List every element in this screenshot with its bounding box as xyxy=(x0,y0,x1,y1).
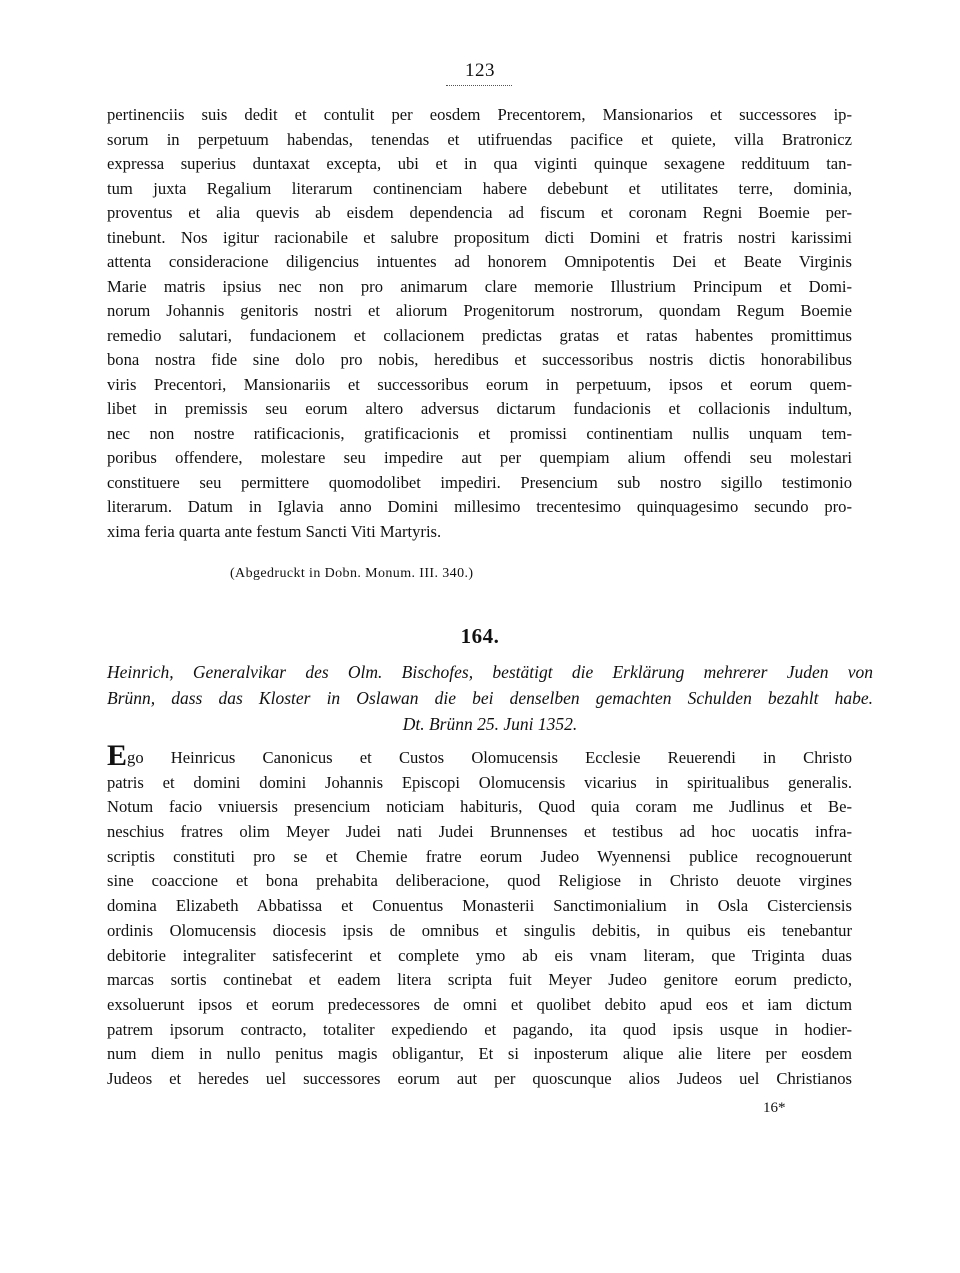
text-line: Marie matris ipsius nec non pro animarum clare memorie Illustrium Principum et Domi- xyxy=(107,276,852,296)
signature-mark: 16* xyxy=(763,1100,786,1116)
text-line: patrem ipsorum contracto, totaliter expediendo et pagando, ita quod ipsis usque in hodier- xyxy=(107,1019,852,1039)
text-line: nec non nostre ratificacionis, gratificacionis et promissi continentiam nullis unquam tem- xyxy=(107,423,852,443)
text-line: num diem in nullo penitus magis obligantur, Et si inposterum alique alie litere per eosdem xyxy=(107,1044,852,1064)
text-line: bona nostra fide sine dolo pro nobis, heredibus et successoribus nostris dictis honorabilibus xyxy=(107,350,852,369)
document-body xyxy=(107,739,852,1092)
text-line-last: xima feria quarta ante festum Sancti Viti Martyris. xyxy=(107,521,442,541)
text-line: norum Johannis genitoris nostri et aliorum Progenitorum nostrorum, quondam Regum Boemie xyxy=(107,301,852,320)
first-line-text: go Heinricus Canonicus et Custos Olomucensis Ecclesie Reuerendi in Christo xyxy=(127,748,852,767)
text-line: marcas sortis continebat et eadem litera scripta fuit Meyer Judeo genitore eorum predicto, xyxy=(107,970,852,990)
text-line: Notum facio vniuersis presencium noticiam habituris, Quod quia coram me Judlinus et Be- xyxy=(107,797,852,817)
text-line: scriptis constituti pro se et Chemie fratre eorum Judeo Wyennensi publice recognouerunt xyxy=(107,846,852,866)
text-line: neschius fratres olim Meyer Judei nati Judei Brunnenses et testibus ad hoc uocatis infra- xyxy=(107,822,852,842)
text-line: exsoluerunt ipsos et eorum predecessores de omni et quolibet debito apud eos et iam dictum xyxy=(107,994,852,1014)
text-line: poribus offendere, molestare seu impedire aut per quempiam alium offendi seu molestari xyxy=(107,448,852,467)
text-line: constituere seu permittere quomodolibet impediri. Presencium sub nostro sigillo testimonio xyxy=(107,472,852,492)
text-line: literarum. Datum in Iglavia anno Domini millesimo trecentesimo quinquagesimo secundo pro- xyxy=(107,497,852,516)
text-line: Judeos et heredes uel successores eorum aut per quoscunque alios Judeos uel Christianos xyxy=(107,1068,852,1088)
source-note: (Abgedruckt in Dobn. Monum. III. 340.) xyxy=(230,566,474,581)
continued-charter-text xyxy=(107,103,852,544)
page-number-rule xyxy=(446,85,512,86)
summary-date-line: Dt. Brünn 25. Juni 1352. xyxy=(402,714,578,734)
first-body-line xyxy=(107,739,852,772)
text-line: tum juxta Regalium literarum continenciam habere debebunt et utilitates terre, dominia, xyxy=(107,178,852,198)
text-line: debitorie integraliter satisfecerint et complete ymo ab eis vnam literam, que Triginta duas xyxy=(107,945,852,965)
text-line: attenta consideracione diligencius intuentes ad honorem Omnipotentis Dei et Beate Virginis xyxy=(107,252,852,271)
summary-line: Heinrich, Generalvikar des Olm. Bischofes, bestätigt die Erklärung mehrerer Juden von xyxy=(107,662,873,682)
text-line: domina Elizabeth Abbatissa et Conuentus Monasterii Sanctimonialium in Osla Cisterciensis xyxy=(107,896,852,916)
text-line: remedio salutari, fundacionem et collacionem predictas gratas et ratas habentes promittimus xyxy=(107,325,852,345)
document-number: 164. xyxy=(460,624,500,648)
text-line: libet in premissis seu eorum altero adversus dictarum fundacionis et collacionis indultum, xyxy=(107,399,852,418)
text-line: patris et domini domini Johannis Episcopi Olomucensis vicarius in spiritualibus generalis. xyxy=(107,772,852,792)
text-line: expressa superius duntaxat excepta, ubi et in qua viginti quinque sexagene reddituum tan- xyxy=(107,154,852,173)
text-line: sorum in perpetuum habendas, tenendas et utifruendas pacifice et quiete, villa Bratronicz xyxy=(107,129,852,149)
text-line: proventus et alia quevis ab eisdem dependencia ad fiscum et coronam Regni Boemie per- xyxy=(107,203,852,222)
text-line: pertinenciis suis dedit et contulit per eosdem Precentorem, Mansionarios et successores ip- xyxy=(107,105,852,124)
document-summary xyxy=(107,659,873,737)
text-line: sine coaccione et bona prehabita deliberacione, quod Religiose in Christo deuote virgines xyxy=(107,871,852,891)
initial-letter: E xyxy=(107,739,128,772)
text-line: ordinis Olomucensis diocesis ipsis de omnibus et singulis debitis, in quibus eis tenebantur xyxy=(107,920,852,940)
summary-line: Brünn, dass das Kloster in Oslawan die bei denselben gemachten Schulden bezahlt habe. xyxy=(107,688,873,708)
text-line: viris Precentori, Mansionariis et successoribus eorum in perpetuum, ipsos et eorum quem- xyxy=(107,374,852,394)
page-number: 123 xyxy=(465,60,495,81)
text-line: tinebunt. Nos igitur racionabile et salubre propositum dicti Domini et fratris nostri karissimi xyxy=(107,227,852,247)
